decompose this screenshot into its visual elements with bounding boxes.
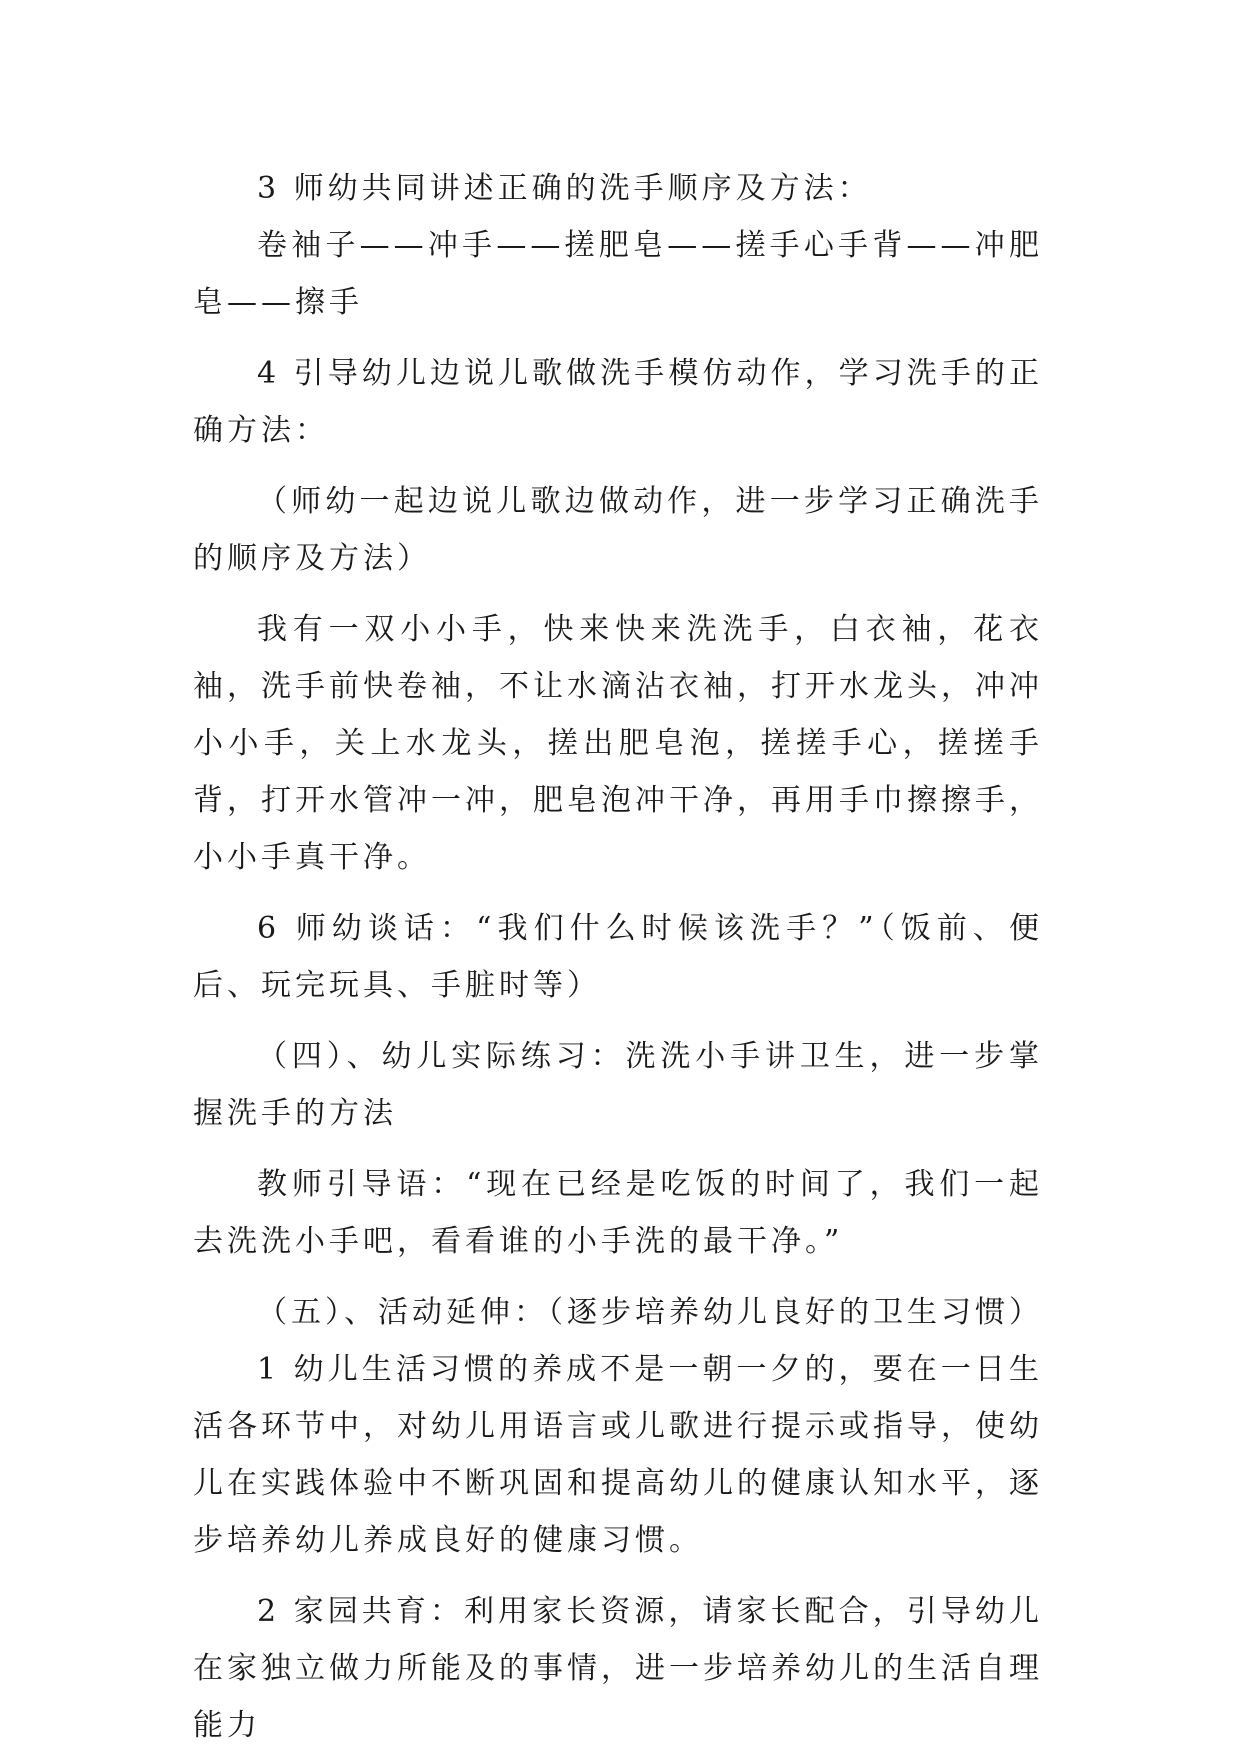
paragraph-handwash-sequence: 卷袖子——冲手——搓肥皂——搓手心手背——冲肥皂——擦手 [193, 228, 1043, 320]
paragraph-section-4: （四）、幼儿实际练习：洗洗小手讲卫生，进一步掌握洗手的方法 [193, 1039, 1043, 1131]
paragraph-step-3: 3 师幼共同讲述正确的洗手顺序及方法： [257, 171, 872, 206]
paragraph-step-4-note: （师幼一起边说儿歌边做动作，进一步学习正确洗手的顺序及方法） [193, 484, 1043, 576]
paragraph-nursery-rhyme: 我有一双小小手，快来快来洗洗手，白衣袖，花衣袖，洗手前快卷袖，不让水滴沾衣袖，打开水龙头，冲冲小小手，关上水龙头，搓出肥皂泡，搓搓手心，搓搓手背，打开水管冲一冲，肥皂泡冲干净，再用手巾擦擦手，小小手真干净。 [193, 612, 1043, 875]
paragraph-section-5: （五）、活动延伸：（逐步培养幼儿良好的卫生习惯） [257, 1295, 1043, 1330]
paragraph-teacher-prompt: 教师引导语：“现在已经是吃饭的时间了，我们一起去洗洗小手吧，看看谁的小手洗的最干净。” [193, 1167, 1043, 1259]
paragraph-extension-2: 2 家园共育：利用家长资源，请家长配合，引导幼儿在家独立做力所能及的事情，进一步培养幼儿的生活自理能力 [193, 1594, 1043, 1743]
paragraph-step-6: 6 师幼谈话：“我们什么时候该洗手？”（饭前、便后、玩完玩具、手脏时等） [193, 911, 1043, 1003]
paragraph-extension-1: 1 幼儿生活习惯的养成不是一朝一夕的，要在一日生活各环节中，对幼儿用语言或儿歌进行提示或指导，使幼儿在实践体验中不断巩固和提高幼儿的健康认知水平，逐步培养幼儿养成良好的健康习惯。 [193, 1352, 1043, 1558]
paragraph-step-4: 4 引导幼儿边说儿歌做洗手模仿动作，学习洗手的正确方法： [193, 356, 1043, 448]
document-page [193, 160, 1043, 1754]
